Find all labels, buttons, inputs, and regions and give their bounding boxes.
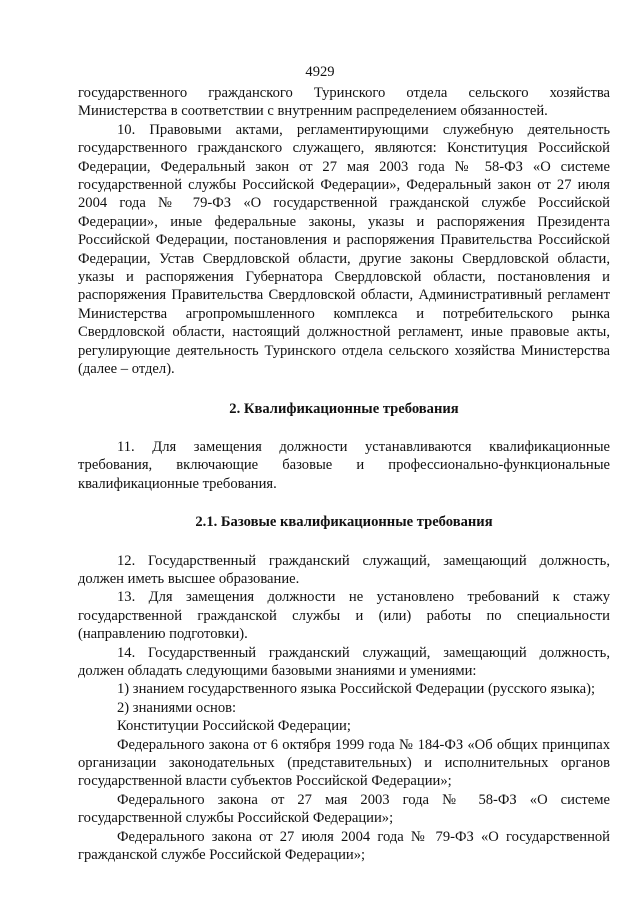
paragraph: 11. Для замещения должности устанавливаются квалификационные требования, включающие базовые и профессионально-функциональные квалификационные требования. [78, 438, 610, 492]
paragraph: 13. Для замещения должности не установлено требований к стажу государственной гражданской службы и (или) работы по специальности (направлению подготовки). [78, 589, 610, 643]
paragraph: 10. Правовыми актами, регламентирующими служебную деятельность государственного гражданского служащего, являются: Конституция Российской Федерации, Федеральный закон от 27 мая 2003 года № 58-ФЗ «О системе государственной службы Российской Федерации», Федеральный закон от 27 июля 2004 года № 79-ФЗ «О государственной гражданской службе Российской Федерации», иные федеральные законы, указы и распоряжения Президента Российской Федерации, постановления и распоряжения Правительства Российской Федерации, Устав Свердловской области, другие законы Свердловской области, указы и распоряжения Губернатора Свердловской области, постановления и распоряжения Правительства Свердловской области, Административный регламент Министерства агропромышленного комплекса и потребительского рынка Свердловской области, настоящий должностной регламент, иные правовые акты, регулирующие деятельность Туринского отдела сельского хозяйства Министерства (далее – отдел). [78, 121, 610, 378]
paragraph: государственного гражданского Туринского отдела сельского хозяйства Министерства в соответствии с внутренним распределением обязанностей. [78, 85, 610, 120]
paragraph: Федерального закона от 27 мая 2003 года № 58-ФЗ «О системе государственной службы Российской Федерации»; [78, 791, 610, 827]
paragraph: 2) знаниями основ: [117, 699, 237, 716]
paragraph: Федерального закона от 6 октября 1999 года № 184-ФЗ «Об общих принципах организации законодательных (представительных) и исполнительных органов государственной власти субъектов Российской Федерации»; [78, 736, 610, 790]
paragraph: Конституции Российской Федерации; [117, 718, 351, 735]
paragraph: 12. Государственный гражданский служащий, замещающий должность, должен иметь высшее образование. [78, 552, 610, 587]
section-heading: 2. Квалификационные требования [229, 400, 459, 417]
document-body [78, 84, 610, 864]
paragraph: 14. Государственный гражданский служащий, замещающий должность, должен обладать следующими базовыми знаниями и умениями: [78, 644, 610, 679]
page-number: 4929 [305, 64, 335, 80]
section-heading: 2.1. Базовые квалификационные требования [195, 514, 493, 531]
paragraph: 1) знанием государственного языка Российской Федерации (русского языка); [117, 681, 595, 698]
paragraph: Федерального закона от 27 июля 2004 года № 79-ФЗ «О государственной гражданской службе Российской Федерации»; [78, 828, 610, 864]
